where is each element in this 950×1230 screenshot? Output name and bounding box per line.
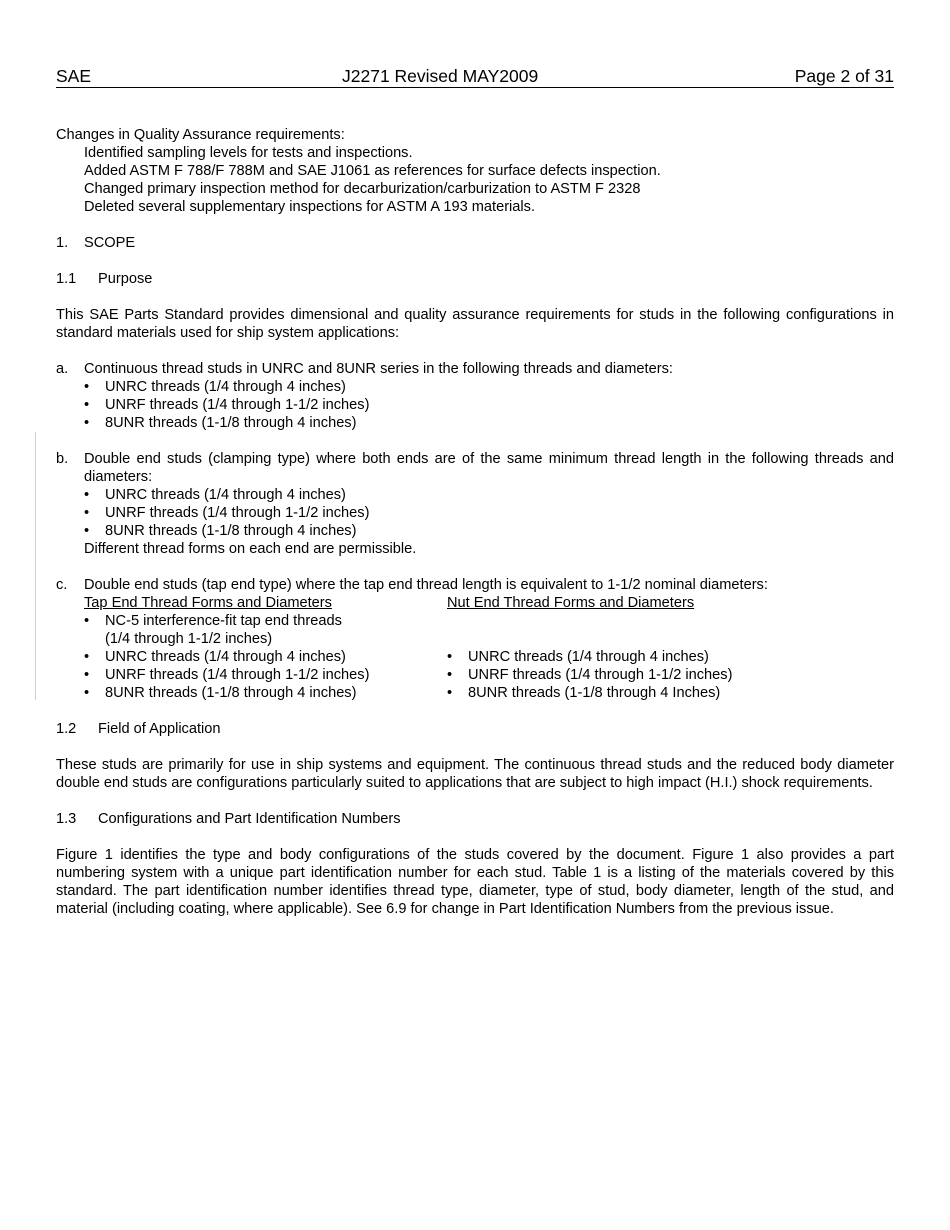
qa-changes-block <box>56 126 894 216</box>
thread-forms-columns <box>84 594 894 702</box>
nut-end-column <box>447 594 894 702</box>
list-item-a <box>56 360 894 432</box>
list-item-text: Continuous thread studs in UNRC and 8UNR series in the following threads and diameters: <box>84 361 673 377</box>
bullet-item: • UNRC threads (1/4 through 4 inches) <box>84 487 346 503</box>
section-number: 1.3 <box>56 811 77 827</box>
bullet-item: • UNRF threads (1/4 through 1-1/2 inches) <box>447 667 733 683</box>
qa-change-item: Added ASTM F 788/F 788M and SAE J1061 as references for surface defects inspection. <box>84 163 661 179</box>
purpose-paragraph: This SAE Parts Standard provides dimensional and quality assurance requirements for studs in the following configurations in standard materials used for ship system applications: <box>56 307 894 341</box>
section-title: Field of Application <box>98 721 221 737</box>
section-1-2-heading <box>56 720 894 738</box>
bullet-item: • 8UNR threads (1-1/8 through 4 Inches) <box>447 685 721 701</box>
bullet-item: • 8UNR threads (1-1/8 through 4 inches) <box>84 685 357 701</box>
list-marker: b. <box>56 451 69 467</box>
section-title: Purpose <box>98 271 153 287</box>
revision-change-bar <box>35 432 36 700</box>
page-header <box>56 66 894 88</box>
list-item-text: Double end studs (clamping type) where both ends are of the same minimum thread length in the following threads and diameters: <box>84 451 894 485</box>
section-1-heading <box>56 234 894 252</box>
list-item-note: Different thread forms on each end are permissible. <box>84 541 417 557</box>
list-item-c <box>56 576 894 702</box>
list-marker: c. <box>56 577 68 593</box>
list-marker: a. <box>56 361 69 377</box>
list-item-b <box>56 450 894 558</box>
bullet-item: • UNRC threads (1/4 through 4 inches) <box>84 379 346 395</box>
section-title: Configurations and Part Identification Numbers <box>98 811 401 827</box>
bullet-item: • UNRF threads (1/4 through 1-1/2 inches) <box>84 667 370 683</box>
qa-change-item: Changed primary inspection method for decarburization/carburization to ASTM F 2328 <box>84 181 641 197</box>
bullet-item: • UNRC threads (1/4 through 4 inches) <box>84 649 346 665</box>
document-page <box>56 66 894 918</box>
section-number: 1.1 <box>56 271 77 287</box>
section-number: 1.2 <box>56 721 77 737</box>
qa-change-item: Identified sampling levels for tests and inspections. <box>84 145 413 161</box>
qa-changes-heading: Changes in Quality Assurance requirements: <box>56 127 345 143</box>
bullet-item: • 8UNR threads (1-1/8 through 4 inches) <box>84 415 357 431</box>
section-1-1-heading <box>56 270 894 288</box>
section-number: 1. <box>56 235 69 251</box>
bullet-item: • UNRF threads (1/4 through 1-1/2 inches) <box>84 397 370 413</box>
bullet-item: • 8UNR threads (1-1/8 through 4 inches) <box>84 523 357 539</box>
tap-end-column <box>84 594 447 702</box>
header-org: SAE <box>56 66 92 86</box>
list-item-text: Double end studs (tap end type) where the tap end thread length is equivalent to 1-1/2 nominal diameters: <box>84 577 768 593</box>
tap-end-heading: Tap End Thread Forms and Diameters <box>84 595 332 611</box>
nut-end-heading: Nut End Thread Forms and Diameters <box>447 595 695 611</box>
section-1-3-heading <box>56 810 894 828</box>
field-of-application-paragraph: These studs are primarily for use in ship systems and equipment. The continuous thread studs and the reduced body diameter double end studs are configurations particularly suited to applications that are subject to high impact (H.I.) shock requirements. <box>56 757 894 791</box>
bullet-item-continuation: (1/4 through 1-1/2 inches) <box>105 631 273 647</box>
section-title: SCOPE <box>84 235 136 251</box>
bullet-item: • UNRF threads (1/4 through 1-1/2 inches) <box>84 505 370 521</box>
qa-change-item: Deleted several supplementary inspections for ASTM A 193 materials. <box>84 199 536 215</box>
configurations-paragraph: Figure 1 identifies the type and body configurations of the studs covered by the document. Figure 1 also provides a part numbering system with a unique part identification number for each stud. Table 1 is a listing of the materials covered by this standard. The part identification number identifies thread type, diameter, type of stud, body diameter, length of the stud, and material (including coating, where applicable). See 6.9 for change in Part Identification Numbers from the previous issue. <box>56 847 894 917</box>
header-doc-id: J2271 Revised MAY2009 <box>342 66 539 86</box>
header-page-number: Page 2 of 31 <box>794 66 894 86</box>
bullet-item: • UNRC threads (1/4 through 4 inches) <box>447 649 709 665</box>
bullet-item: • NC-5 interference-fit tap end threads <box>84 613 342 629</box>
